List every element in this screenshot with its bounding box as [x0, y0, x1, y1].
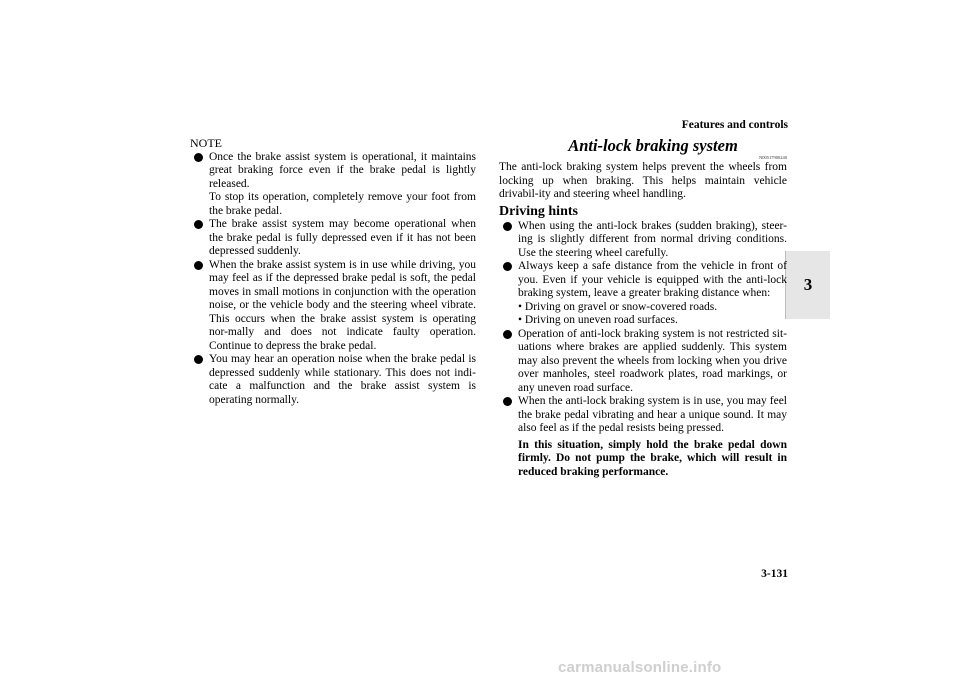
warning-text: In this situation, simply hold the brake pedal down firmly. Do not pump the brake, which will result in reduced braking performance. — [518, 438, 787, 478]
bullet-dot-icon — [503, 222, 512, 231]
list-item — [499, 220, 787, 261]
bullet-dot-icon — [194, 355, 203, 364]
list-item — [190, 151, 476, 219]
sub-item: • Driving on gravel or snow-covered roads. — [518, 300, 718, 313]
list-item — [499, 395, 787, 479]
list-item-text: Operation of anti-lock braking system is not restricted sit-uations where brakes are applied suddenly. This system may also prevent the wheels from locking when you drive over manholes, steel roadwork plates, road markings, or any uneven road surface. — [518, 327, 787, 394]
bullet-dot-icon — [503, 397, 512, 406]
bullet-dot-icon — [194, 261, 203, 270]
right-column — [499, 137, 787, 479]
note-list — [190, 151, 476, 408]
bullet-dot-icon — [194, 153, 203, 162]
sub-item: • Driving on uneven road surfaces. — [518, 314, 678, 326]
chapter-tab — [785, 251, 830, 319]
list-item-text: When using the anti-lock brakes (sudden braking), steer-ing is slightly different from normal driving conditions. Use the steering wheel carefully. — [518, 219, 787, 259]
list-item — [190, 353, 476, 407]
chapter-tab-number: 3 — [803, 275, 813, 294]
list-item — [499, 328, 787, 396]
page-number: 3-131 — [761, 568, 788, 580]
list-item-text: When the anti-lock braking system is in use, you may feel the brake pedal vibrating and hear a unique sound. It may also feel as if the pedal resists being pressed. — [518, 395, 787, 434]
subheading: Driving hints — [499, 203, 578, 219]
list-item-text: Always keep a safe distance from the vehicle in front of you. Even if your vehicle is equipped with the anti-lock braking system, leave a greater braking distance when: — [518, 260, 787, 299]
watermark-logo: carmanualsonline.info — [558, 659, 722, 676]
list-item-text: The brake assist system may become operational when the brake pedal is fully depressed even if it has not been depressed suddenly. — [209, 218, 476, 257]
section-code: N00517900240 — [759, 155, 787, 160]
list-item — [499, 260, 787, 328]
list-item-text: When the brake assist system is in use while driving, you may feel as if the depressed brake pedal is soft, the pedal moves in small motions in conjunction with the operation noise, or the vehicle body and the steering wheel vibrate. This occurs when the brake assist system is operating nor-mally and does not indicate faulty operation. Continue to depress the brake pedal. — [209, 258, 476, 352]
list-item-text: Once the brake assist system is operational, it maintains great braking force even if the brake pedal is lightly released. — [209, 150, 476, 190]
intro-paragraph: The anti-lock braking system helps prevent the wheels from locking up when braking. This helps maintain vehicle drivabil-ity and steering wheel handling. — [499, 161, 787, 200]
bullet-dot-icon — [503, 330, 512, 339]
section-title: Anti-lock braking system — [568, 136, 738, 155]
bullet-dot-icon — [194, 220, 203, 229]
driving-hints-list — [499, 220, 787, 480]
left-column — [190, 137, 476, 407]
list-item-text: You may hear an operation noise when the brake pedal is depressed suddenly while stationary. This does not indi-cate a malfunction and the brake assist system is operating normally. — [209, 353, 476, 406]
bullet-dot-icon — [503, 262, 512, 271]
running-header: Features and controls — [681, 119, 788, 131]
list-item-text: To stop its operation, completely remove your foot from the brake pedal. — [209, 191, 476, 217]
list-item — [190, 259, 476, 354]
list-item — [190, 218, 476, 259]
note-label: NOTE — [190, 136, 222, 150]
